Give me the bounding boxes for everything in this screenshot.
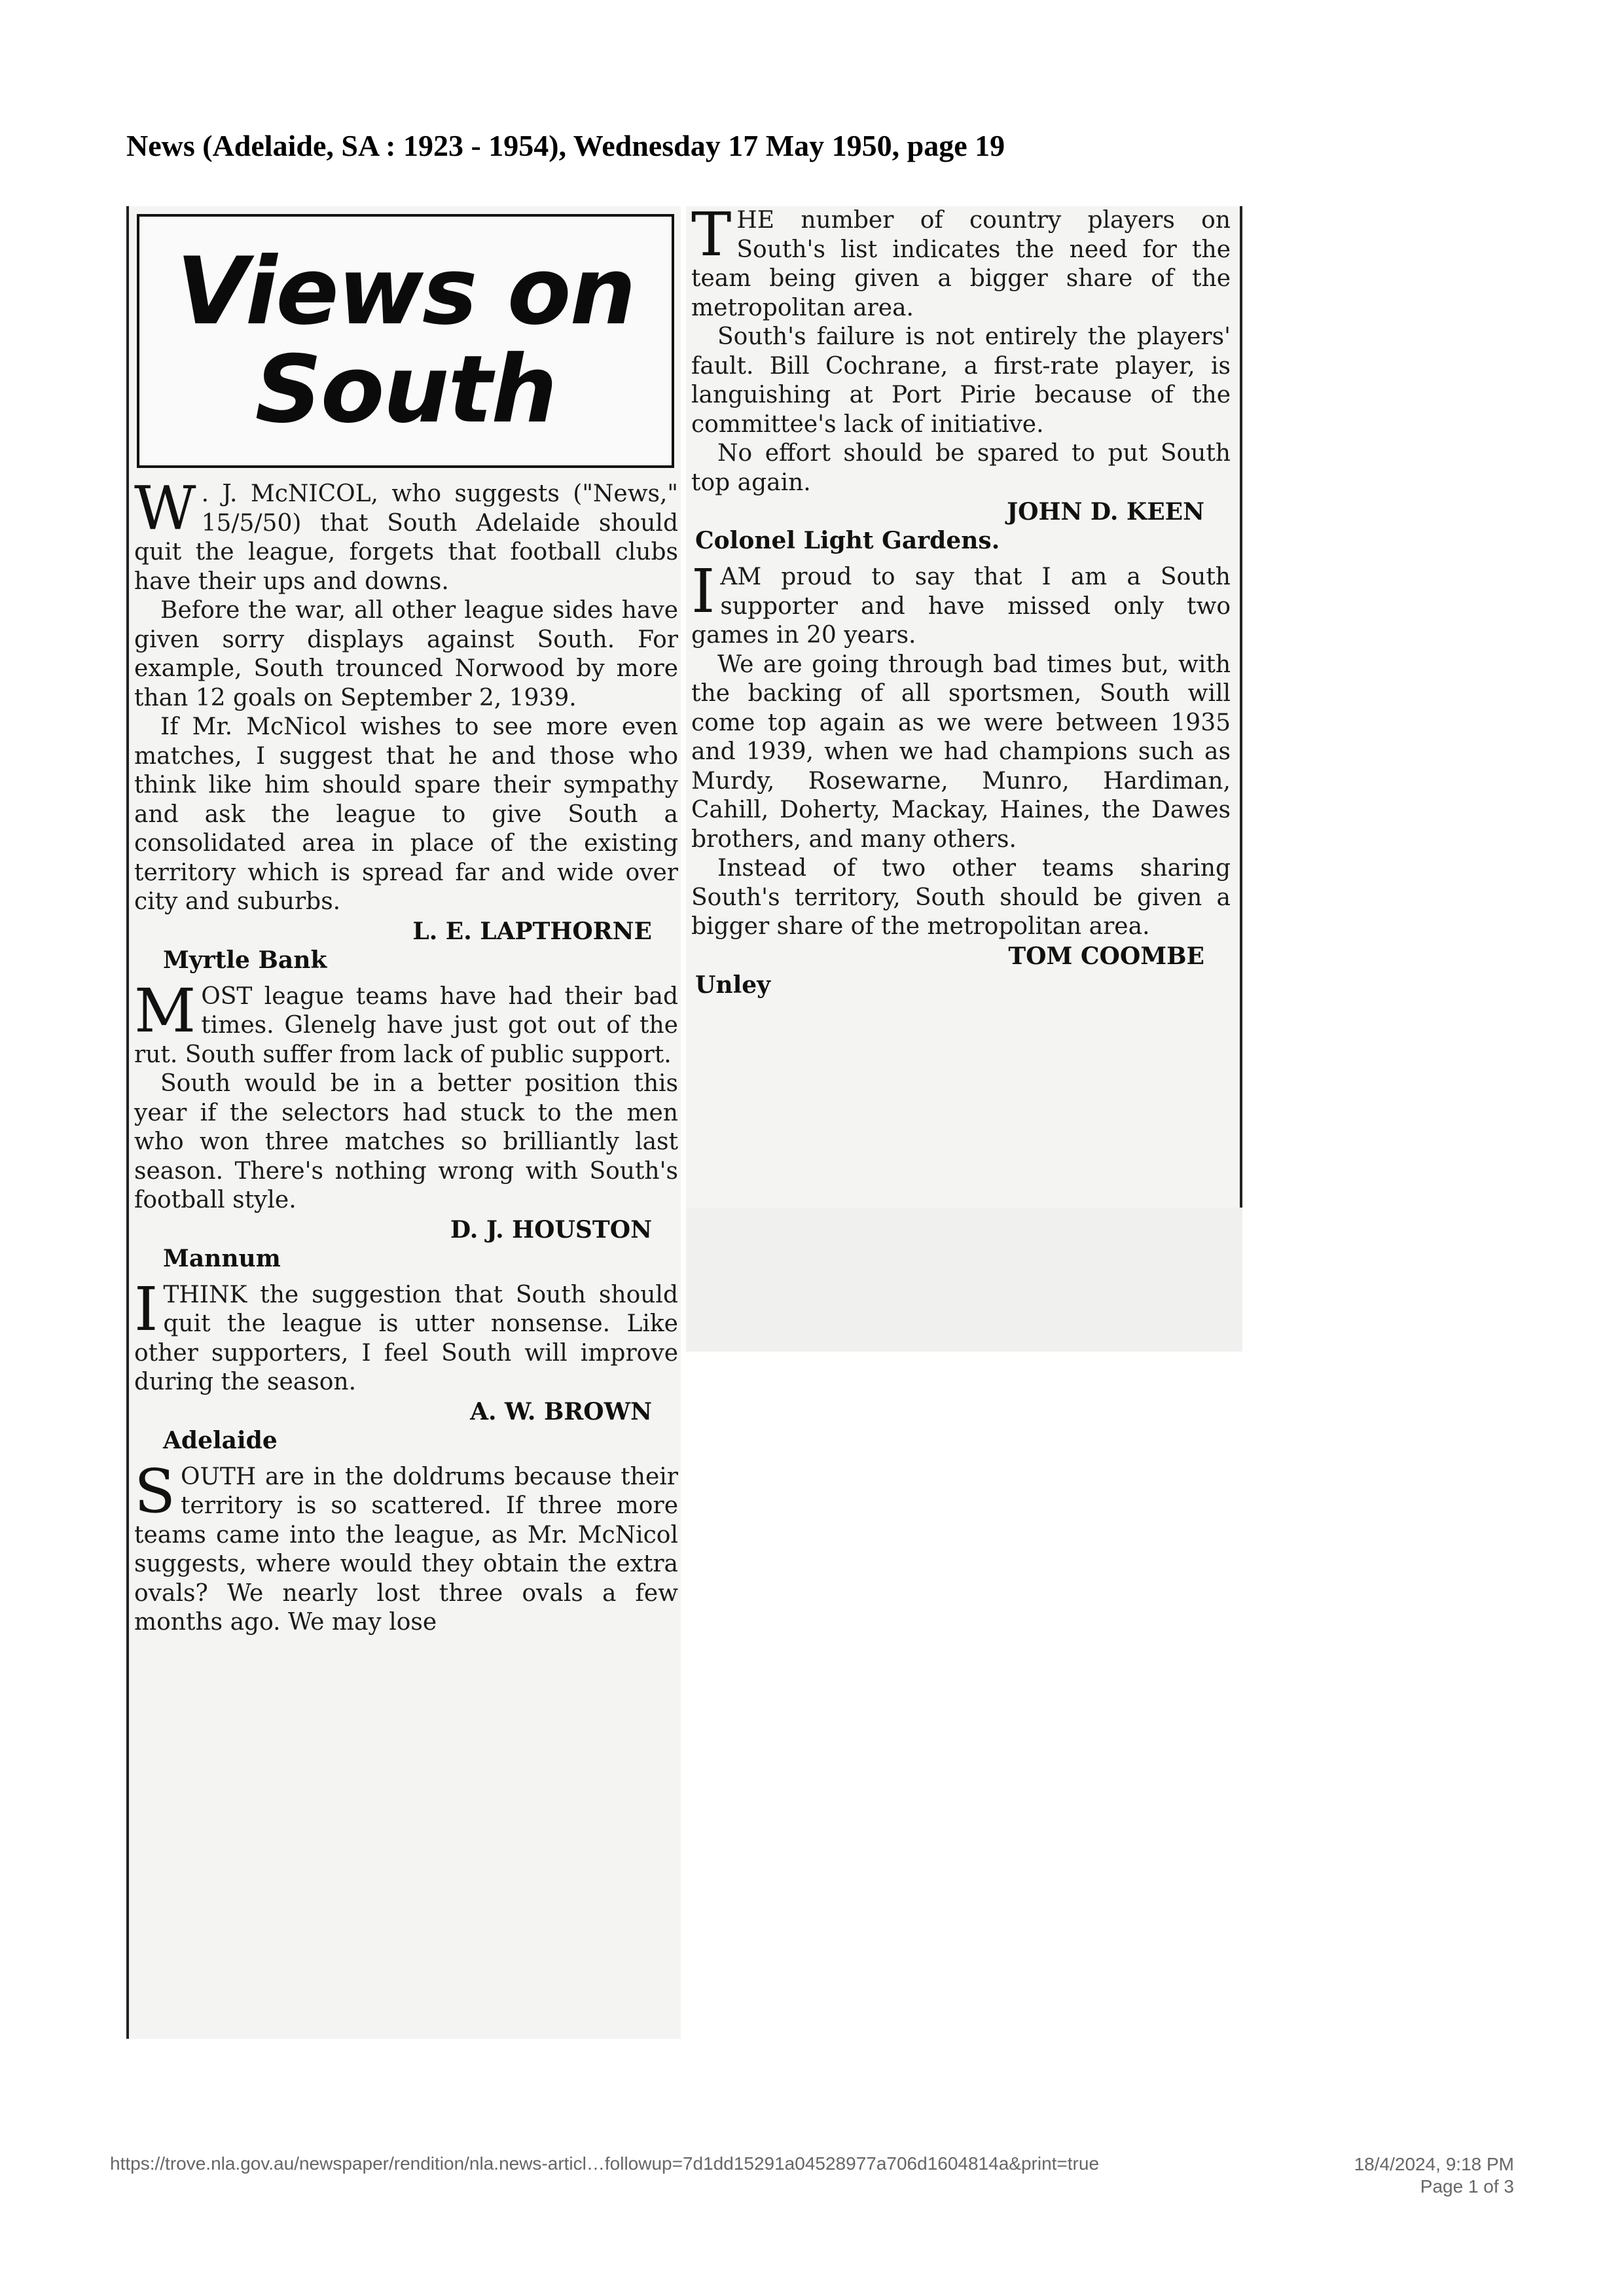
letter-paragraph: If Mr. McNicol wishes to see more even matches, I suggest that he and those who think like him should spare their sympathy and ask the league to give South a consolidated area in place of the existing territory which is spread far and wide over city and suburbs.: [134, 713, 678, 915]
letter-location: Myrtle Bank: [163, 946, 327, 974]
page-heading: News (Adelaide, SA : 1923 - 1954), Wednesday 17 May 1950, page 19: [126, 129, 1005, 162]
letter-location: Colonel Light Gardens.: [695, 527, 1000, 554]
drop-cap: I: [691, 556, 715, 626]
letter-keen: [686, 200, 1233, 555]
print-footer-right: [1354, 2153, 1514, 2198]
letter-paragraph: No effort should be spared to put South top again.: [691, 440, 1231, 496]
letter-paragraph: Before the war, all other league sides have given sorry displays against South. For example, South trounced Norwood by more than 12 goals on September 2, 1939.: [134, 597, 678, 711]
letter-paragraph: We are going through bad times but, with the backing of all sportsmen, South will come top again as we were between 1935 and 1939, when we had champions such as Murdy, Rosewarne, Munro, Hardiman, Cahill, Doherty, Mackay, Haines, the Dawes brothers, and many others.: [691, 651, 1231, 853]
letter-paragraph: MOST league teams have had their bad times. Glenelg have just got out of the rut. South suffer from lack of public support.: [134, 975, 678, 1068]
letter-paragraph: South's failure is not entirely the players' fault. Bill Cochrane, a first-rate player, is languishing at Port Pirie because of the committee's lack of initiative.: [691, 323, 1231, 438]
source-url: https://trove.nla.gov.au/newspaper/rendition/nla.news-articl…followup=7d1dd15291a04528977a706d1604814a&print=true: [110, 2153, 1100, 2174]
headline-line-2: South: [255, 336, 556, 444]
drop-cap: M: [134, 975, 196, 1046]
letter-brown: [129, 1274, 681, 1455]
letter-author: D. J. HOUSTON: [450, 1215, 652, 1244]
letter-location: Mannum: [163, 1244, 281, 1272]
letter-author: JOHN D. KEEN: [1007, 498, 1204, 526]
column-2-text: [686, 200, 1242, 1208]
letter-paragraph: Instead of two other teams sharing South's territory, South should be given a bigger share of the metropolitan area.: [691, 855, 1231, 940]
drop-cap: T: [691, 200, 732, 270]
letter-location: Adelaide: [163, 1426, 278, 1454]
column-2-blank-area: [686, 1208, 1242, 1352]
letter-lapthorne: [129, 473, 681, 975]
article-column-1: [126, 206, 681, 2039]
letter-author: TOM COOMBE: [1008, 942, 1204, 970]
letter-location: Unley: [695, 971, 771, 999]
letter-paragraph: ITHINK the suggestion that South should quit the league is utter nonsense. Like other supporters, I feel South will improve during the season.: [134, 1274, 678, 1395]
print-datetime: 18/4/2024, 9:18 PM: [1354, 2154, 1514, 2174]
letter-paragraph: W . J. McNICOL, who suggests ("News," 15/5/50) that South Adelaide should quit the league, forgets that football clubs have their ups and downs.: [134, 473, 678, 595]
letter-author: A. W. BROWN: [470, 1397, 652, 1426]
headline-line-1: Views on: [176, 238, 635, 346]
letter-paragraph: South would be in a better position this year if the selectors had stuck to the men who won three matches so brilliantly last season. There's nothing wrong with South's football style.: [134, 1070, 678, 1213]
letter-paragraph: THE number of country players on South's list indicates the need for the team being given a bigger share of the metropolitan area.: [691, 200, 1231, 321]
headline-box: [137, 214, 674, 468]
letter-coombe: [686, 556, 1233, 999]
page-indicator: Page 1 of 3: [1420, 2176, 1514, 2197]
article-column-2: [686, 200, 1242, 1352]
drop-cap: I: [134, 1274, 158, 1344]
letter-paragraph: IAM proud to say that I am a South supporter and have missed only two games in 20 years.: [691, 556, 1231, 649]
letter-paragraph: SOUTH are in the doldrums because their territory is so scattered. If three more teams came into the league, as Mr. McNicol suggests, where would they obtain the extra ovals? We nearly lost three ovals a few months ago. We may lose: [134, 1456, 678, 1636]
drop-cap: W: [134, 473, 196, 543]
letter-south-doldrums: [129, 1456, 681, 1638]
letter-houston: [129, 975, 681, 1273]
letter-author: L. E. LAPTHORNE: [412, 917, 652, 945]
drop-cap: S: [134, 1456, 176, 1526]
